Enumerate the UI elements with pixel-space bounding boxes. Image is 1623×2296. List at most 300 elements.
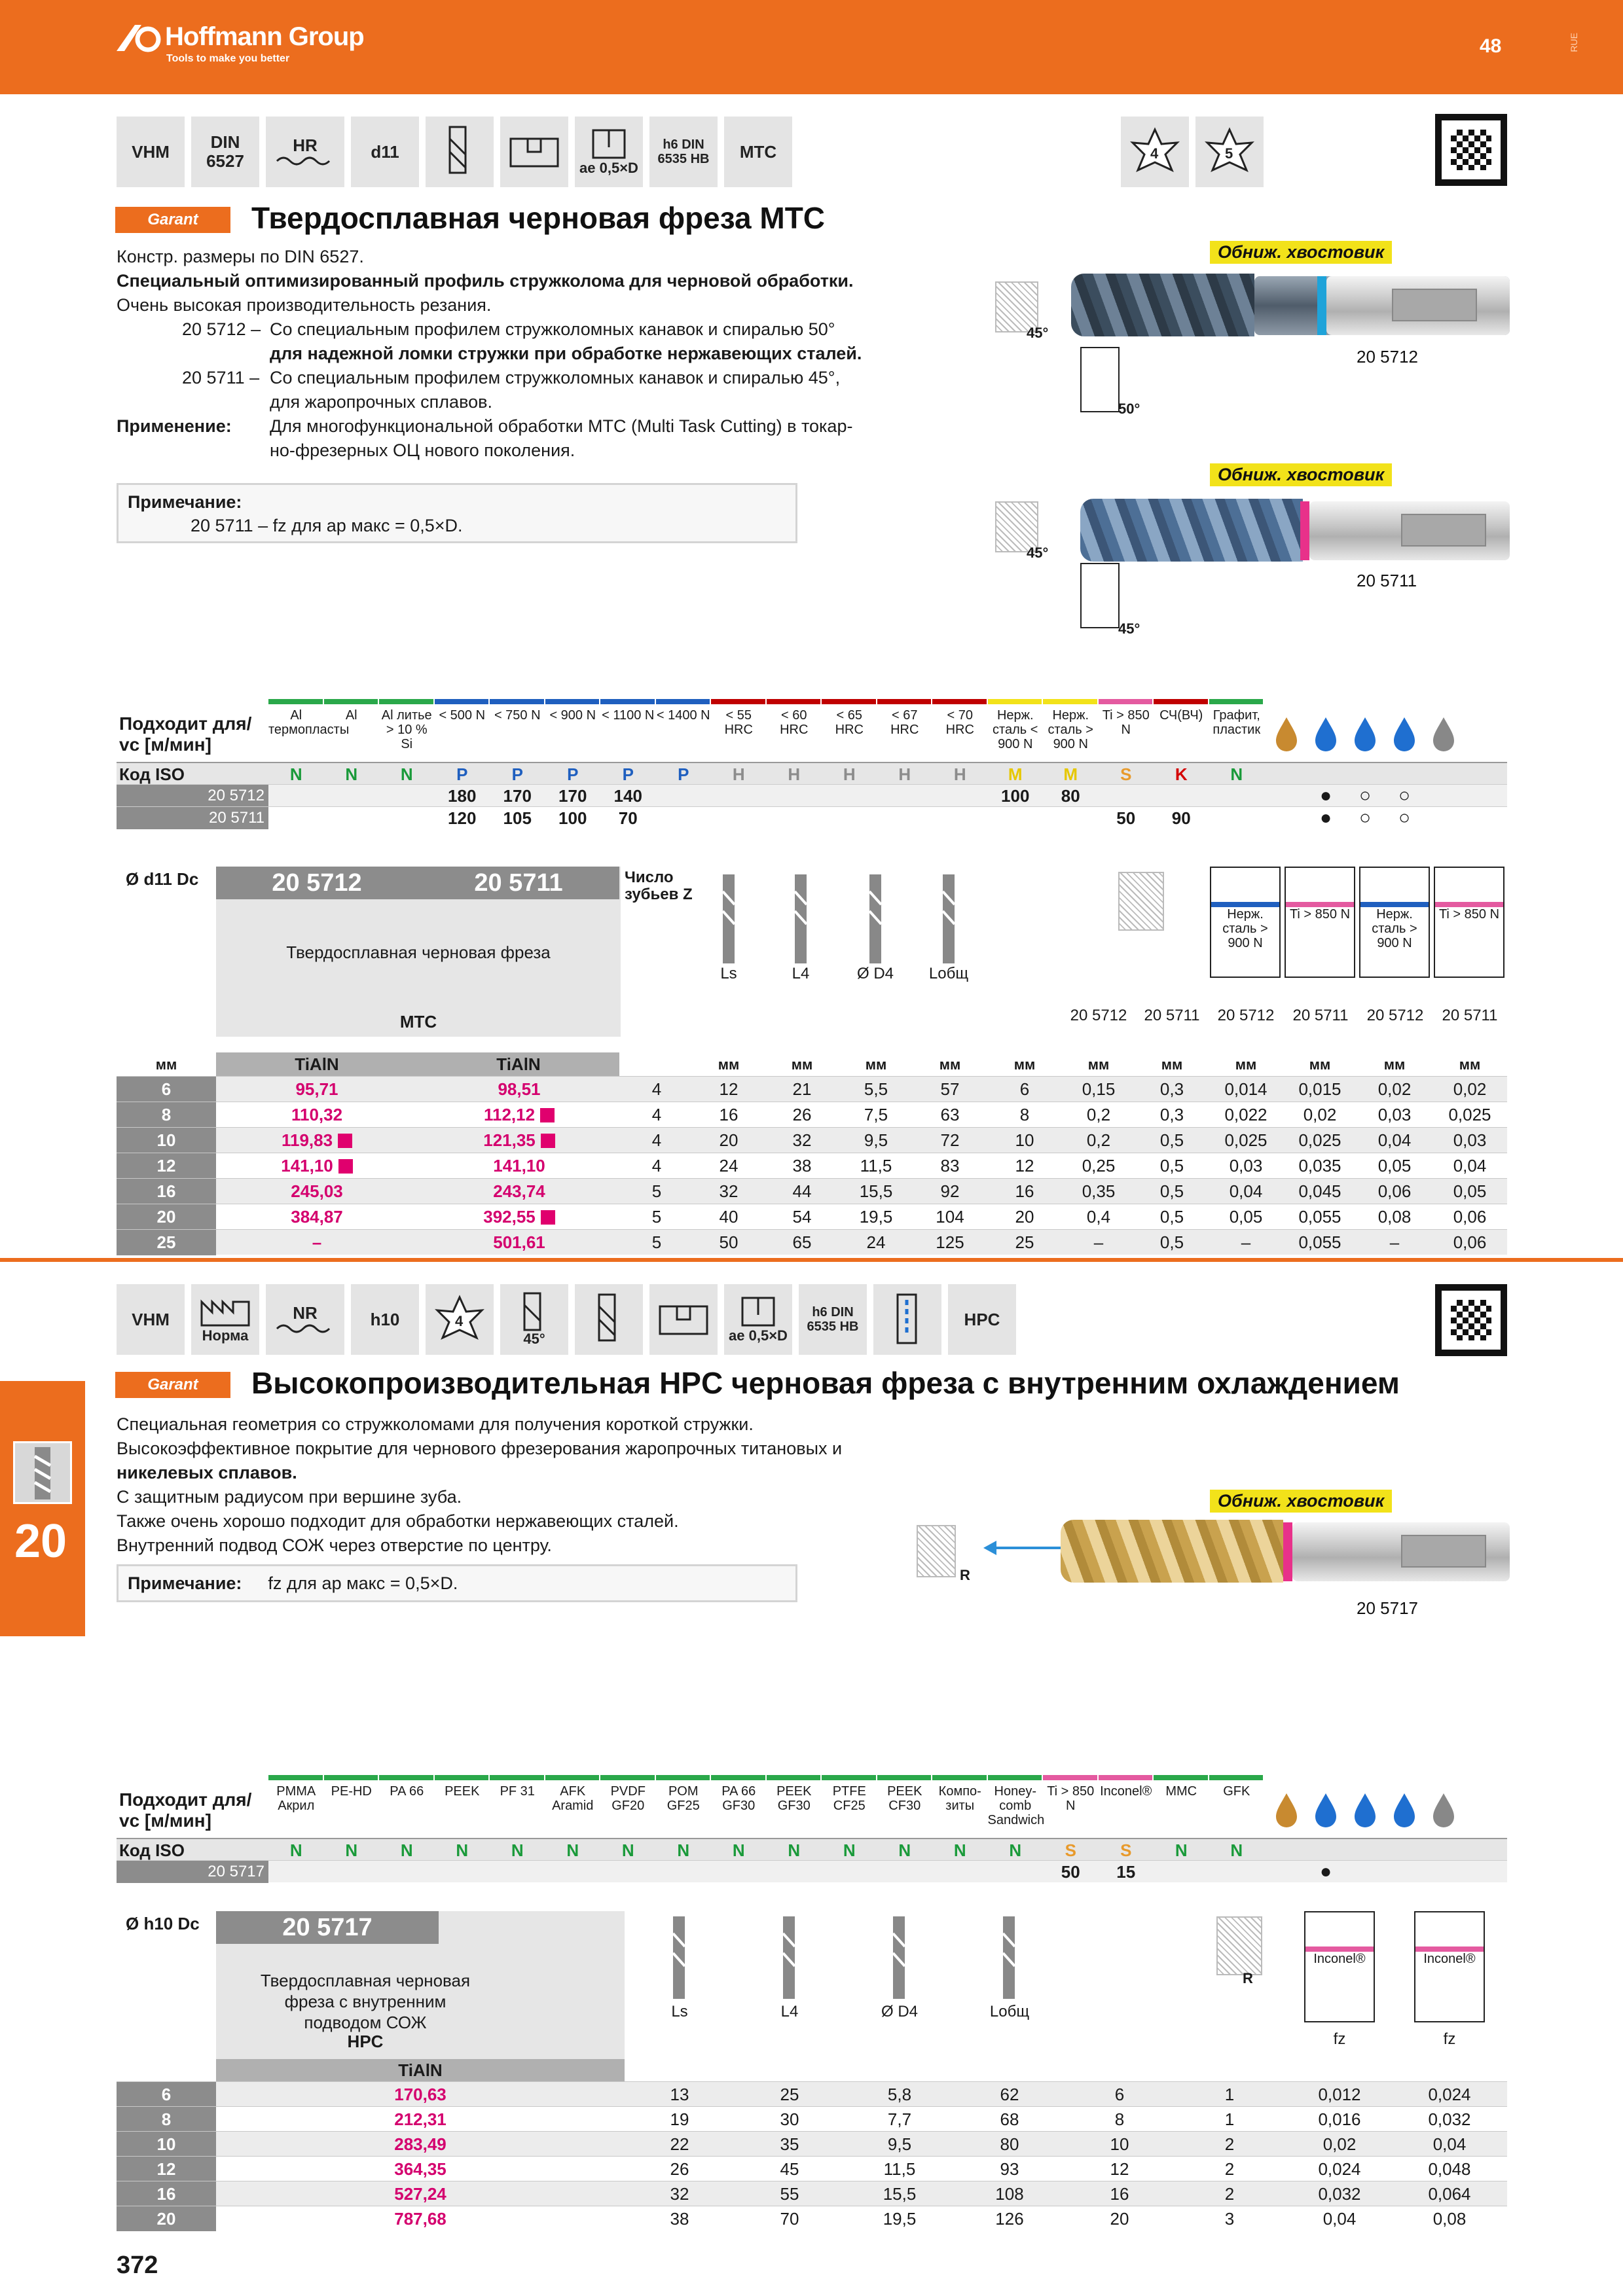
- tolerance-h10-icon: h10: [351, 1284, 419, 1355]
- cat1-cell: [621, 1153, 693, 1179]
- variant-1: [182, 317, 968, 366]
- cat1-cell: [1062, 1179, 1135, 1204]
- availability-marker-icon: [540, 1108, 555, 1122]
- mat2-iso-code: N: [953, 1840, 966, 1860]
- cat1-cell-text: 5,5: [864, 1079, 888, 1099]
- coolant-dry-icon: [1387, 1789, 1421, 1829]
- teeth-5-icon: [1195, 117, 1264, 187]
- cat1-cell-text: 0,2: [1086, 1130, 1111, 1150]
- coolant-air-icon: [1427, 1789, 1461, 1829]
- coolant-mist-icon: [1348, 713, 1382, 753]
- cat1-cell: [418, 1204, 621, 1230]
- mat2-iso-row: [117, 1838, 1507, 1860]
- cat1-dimension-icon: [856, 872, 896, 970]
- cat1-cell: [765, 1153, 839, 1179]
- cat1-cell-text: 141,10: [493, 1156, 545, 1175]
- cat1-cell: [1209, 1179, 1283, 1204]
- mat2-iso-bar: [1209, 1775, 1264, 1780]
- section1-icon-strip: [117, 117, 792, 187]
- cat1-cell: [839, 1230, 913, 1255]
- cat1-cell: [765, 1179, 839, 1204]
- mat2-iso-bar: [877, 1775, 932, 1780]
- language-code: RUE: [1569, 33, 1579, 52]
- cat1-cell-text: 7,5: [864, 1105, 888, 1124]
- cat1-row: [117, 1178, 1507, 1204]
- cat1-cell: [1357, 1102, 1432, 1128]
- footer-page-number: 372: [117, 2251, 158, 2279]
- cat1-description: Твердосплавная черновая фреза: [286, 942, 551, 962]
- reduced-shank-tag-2: Обниж. хвостовик: [1210, 463, 1392, 486]
- cat1-cell-text: 21: [792, 1079, 812, 1099]
- cat2-cell: 3: [1224, 2209, 1235, 2229]
- cat1-cell: [1283, 1230, 1357, 1255]
- cat1-cell: [987, 1230, 1062, 1255]
- cat1-cell-text: 12: [1015, 1156, 1034, 1175]
- cat1-cell: [693, 1128, 765, 1153]
- mat2-col-head: PMMA Акрил: [276, 1784, 316, 1813]
- cat2-fz-bar: [1415, 1912, 1484, 1952]
- cat1-cell-text: 92: [940, 1181, 960, 1201]
- helix-45-label: 45°: [1118, 620, 1140, 637]
- mat2-iso-bar: [600, 1775, 655, 1780]
- cat1-cell: [1209, 1128, 1283, 1153]
- cat1-cell-text: 104: [936, 1207, 964, 1227]
- mat1-vc-value: 70: [618, 808, 638, 828]
- cat1-unit: мм: [1309, 1056, 1331, 1073]
- cat1-cell-text: 5: [651, 1181, 662, 1201]
- mat2-label: [119, 1789, 251, 1831]
- cat1-cell-text: 65: [792, 1232, 812, 1252]
- mat1-iso-row: [117, 762, 1507, 784]
- cat1-cell: [418, 1153, 621, 1179]
- cat1-cell-text: 0,04: [1229, 1181, 1263, 1201]
- cat1-cell-text: 4: [651, 1156, 662, 1175]
- cat1-unit: мм: [865, 1056, 887, 1073]
- cat1-cell: [1283, 1102, 1357, 1128]
- cat1-cell-text: 0,014: [1224, 1079, 1267, 1099]
- coolant-mist-icon: [1348, 1789, 1382, 1829]
- cat1-cell-text: 0,025: [1224, 1130, 1267, 1150]
- norm-icon: [191, 1284, 259, 1355]
- cat1-cell: [216, 1204, 418, 1230]
- chapter-number: 20: [14, 1515, 67, 1568]
- mat1-iso-bar: [268, 699, 323, 704]
- cat2-diameter: 16: [117, 2181, 216, 2206]
- cat1-cell-text: 95,71: [295, 1079, 338, 1099]
- product-description-2: [117, 1412, 968, 1558]
- cat1-unit: мм: [1383, 1056, 1406, 1073]
- mat1-col-head: Al: [345, 708, 357, 723]
- mat1-iso-code: P: [678, 764, 689, 784]
- cat1-cell: [987, 1153, 1062, 1179]
- mat1-vc-value: 180: [448, 786, 477, 806]
- variant-2-text2: для жаропрочных сплавов.: [270, 392, 492, 412]
- cat1-cell-text: –: [312, 1232, 322, 1252]
- hpc-type-icon: HPC: [948, 1284, 1016, 1355]
- cat1-unit-row: [117, 1052, 1507, 1076]
- mat2-iso-code: N: [677, 1840, 690, 1860]
- cat1-cell-text: 0,5: [1159, 1130, 1184, 1150]
- cat1-cell-text: 11,5: [860, 1156, 892, 1175]
- cat1-cell: [1283, 1077, 1357, 1102]
- cat1-cell-text: 0,055: [1298, 1232, 1341, 1252]
- cat2-row: [117, 2181, 1507, 2206]
- note-text-2: fz для ap макс = 0,5×D.: [268, 1573, 458, 1593]
- product-description: [117, 245, 968, 463]
- cat1-cell: [839, 1077, 913, 1102]
- cat1-cell: [1135, 1179, 1209, 1204]
- helix-50-icon: [1080, 347, 1120, 412]
- cat1-cell-text: 0,05: [1229, 1207, 1263, 1227]
- variant-2-code: 20 5711 –: [182, 368, 260, 387]
- cat2-dimension-label: Ø D4: [881, 2003, 918, 2020]
- garant-brand-badge: Garant: [115, 207, 230, 233]
- mat1-iso-code: H: [843, 764, 856, 784]
- cat1-cell: [1062, 1128, 1135, 1153]
- cat1-cell: [1062, 1230, 1135, 1255]
- cat1-cell-text: 25: [1015, 1232, 1034, 1252]
- cat2-cell: 35: [780, 2134, 799, 2154]
- cat2-row: [117, 2131, 1507, 2156]
- cat1-cell-text: 0,5: [1159, 1181, 1184, 1201]
- coolant-emulsion-icon: [1309, 1789, 1343, 1829]
- cat1-cell: [1209, 1153, 1283, 1179]
- cat2-cell: 9,5: [887, 2134, 912, 2154]
- mat1-iso-bar: [1209, 699, 1264, 704]
- mat1-vc-value: 80: [1061, 786, 1080, 806]
- mat1-vc-value: 105: [503, 808, 532, 828]
- mat1-iso-bar: [545, 699, 600, 704]
- cat2-cell: 2: [1224, 2184, 1235, 2204]
- cutting-depth-icon: [575, 117, 643, 187]
- cat2-cell: 0,024: [1428, 2085, 1471, 2104]
- mat1-header: [117, 699, 1507, 762]
- mat2-iso-code: N: [788, 1840, 801, 1860]
- cat2-cell: 5,8: [887, 2085, 912, 2104]
- mat2-iso-code: N: [400, 1840, 413, 1860]
- cat2-header: [117, 1911, 1507, 2059]
- cat1-cell-text: 0,03: [1453, 1130, 1487, 1150]
- cat2-diameter: 8: [117, 2107, 216, 2132]
- cat1-cell: [418, 1230, 621, 1255]
- cat2-cell: 0,032: [1318, 2184, 1361, 2204]
- mat2-iso-bar: [545, 1775, 600, 1780]
- shank-h6-icon-2: h6 DIN 6535 HB: [799, 1284, 867, 1355]
- cat1-fz-bar: [1360, 868, 1429, 907]
- mat2-iso-code: N: [456, 1840, 469, 1860]
- cat2-dimension-icon: [880, 1914, 919, 2005]
- cat1-cell: [1432, 1077, 1507, 1102]
- cat1-cell-text: 83: [940, 1156, 960, 1175]
- cat2-cell: 80: [1000, 2134, 1019, 2154]
- cat1-cell-text: 44: [792, 1181, 812, 1201]
- mat1-col-head: Нерж. сталь < 900 N: [993, 708, 1038, 751]
- mat2-iso-bar: [711, 1775, 765, 1780]
- cat1-cell: [621, 1230, 693, 1255]
- mat2-iso-bar: [822, 1775, 876, 1780]
- cat1-cell-text: 16: [156, 1181, 176, 1201]
- cat2-coating: TiAlN: [216, 2059, 625, 2081]
- cat1-fz-code: 20 5712: [1217, 1007, 1275, 1024]
- cat2-cell: 1: [1224, 2085, 1235, 2104]
- cat2-cell: 13: [670, 2085, 689, 2104]
- cat1-cell-text: 0,15: [1082, 1079, 1116, 1099]
- mat1-vc-value: 90: [1171, 808, 1191, 828]
- cat1-cell: [1432, 1128, 1507, 1153]
- mat2-col-head: Honey-comb Sandwich: [987, 1784, 1045, 1827]
- helix-50-label: 50°: [1118, 401, 1140, 417]
- cat2-row: [117, 2106, 1507, 2131]
- shank-h6-icon: h6 DIN 6535 HB: [649, 117, 718, 187]
- cat1-cell: [621, 1077, 693, 1102]
- mat1-vc-value: 170: [558, 786, 587, 806]
- mat2-col-head: PE-HD: [331, 1784, 372, 1799]
- cat1-cell: [693, 1179, 765, 1204]
- mat2-iso-code: N: [898, 1840, 911, 1860]
- cat1-fz-material: Ti > 850 N: [1438, 907, 1500, 922]
- cat2-cell: 0,032: [1428, 2109, 1471, 2129]
- mat1-col-head: < 900 N: [549, 708, 596, 723]
- mat1-iso-code: N: [289, 764, 302, 784]
- cat1-teeth-label: Число зубьев Z: [625, 869, 693, 903]
- cat1-cell: [1283, 1179, 1357, 1204]
- mat1-col-head: < 67 HRC: [890, 708, 919, 737]
- cat1-diameter: [117, 1179, 216, 1204]
- mat2-iso-code: N: [732, 1840, 745, 1860]
- mat1-col-head: Нерж. сталь > 900 N: [1048, 708, 1093, 751]
- cutting-depth-label-2: ae 0,5×D: [729, 1327, 788, 1344]
- brand-name: Hoffmann Group: [165, 22, 364, 51]
- cat1-fz-material: Ti > 850 N: [1289, 907, 1351, 922]
- cat1-cell-text: 54: [792, 1207, 812, 1227]
- reduced-shank-tag-3: Обниж. хвостовик: [1210, 1490, 1392, 1513]
- availability-marker-icon: [338, 1134, 352, 1148]
- mat1-col-head: < 1100 N: [602, 708, 655, 723]
- mat1-col-head: Графит, пластик: [1213, 708, 1261, 737]
- mat1-label-1: Подходит для/: [119, 713, 252, 734]
- cat1-diameter: [117, 1077, 216, 1102]
- cat1-cell: [1135, 1153, 1209, 1179]
- cat1-cell: [1135, 1128, 1209, 1153]
- cat1-diameter: [117, 1153, 216, 1179]
- cat1-dimension-label: Lобщ: [928, 965, 969, 982]
- mat1-row-code: 20 5711: [117, 807, 268, 829]
- cat1-article-number: 20 5712: [216, 867, 418, 899]
- cat1-cell-text: 0,02: [1303, 1105, 1337, 1124]
- cat1-cell-text: 0,022: [1224, 1105, 1267, 1124]
- cat1-cell: [1357, 1230, 1432, 1255]
- cat1-cell: [693, 1230, 765, 1255]
- catalog-table-2: [117, 1911, 1507, 2231]
- cat2-cell: 170,63: [394, 2085, 447, 2104]
- cat2-cell: 62: [1000, 2085, 1019, 2104]
- mat1-label: [119, 713, 251, 755]
- cat2-cell: 787,68: [394, 2209, 447, 2229]
- mat1-col-head: < 65 HRC: [835, 708, 864, 737]
- desc2-line-1: Специальная геометрия со стружколомами для получения короткой стружки.: [117, 1414, 754, 1434]
- cat2-cell: 0,064: [1428, 2184, 1471, 2204]
- cat1-cell-text: 245,03: [291, 1181, 343, 1201]
- cat1-cell-text: 12: [719, 1079, 739, 1099]
- cat1-cell: [913, 1204, 987, 1230]
- cat1-cell: [1357, 1153, 1432, 1179]
- mat1-coolant-mark: ○: [1398, 807, 1411, 829]
- mat1-iso-bar: [1043, 699, 1097, 704]
- cat1-cell: [1062, 1077, 1135, 1102]
- desc-line-1: Констр. размеры по DIN 6527.: [117, 247, 364, 266]
- mat2-label-2: vc [м/мин]: [119, 1810, 211, 1831]
- mat1-label-2: vc [м/мин]: [119, 734, 211, 755]
- cat2-diameter: 6: [117, 2082, 216, 2107]
- cat1-unit: мм: [939, 1056, 961, 1073]
- mat2-col-head: PEEK CF30: [887, 1784, 922, 1813]
- qr-code-icon[interactable]: [1435, 114, 1507, 186]
- section1-teeth-strip: [1121, 117, 1264, 187]
- cat1-cell: [987, 1204, 1062, 1230]
- mat2-col-head: PA 66: [390, 1784, 424, 1799]
- cat1-cell: [216, 1077, 418, 1102]
- cat1-cell: [1209, 1077, 1283, 1102]
- cat1-row: [117, 1229, 1507, 1255]
- mat1-vc-value: 170: [503, 786, 532, 806]
- cat1-cell-text: 5: [651, 1207, 662, 1227]
- mat1-iso-bar: [932, 699, 987, 704]
- cat1-cell-text: –: [1241, 1232, 1251, 1252]
- mat2-iso-bar: [324, 1775, 378, 1780]
- cat2-cell: 19,5: [883, 2209, 917, 2229]
- cat2-cell: 0,048: [1428, 2159, 1471, 2179]
- mat2-col-head: AFK Aramid: [552, 1784, 594, 1813]
- mat2-iso-bar: [379, 1775, 433, 1780]
- cat1-cell-text: 0,4: [1086, 1207, 1111, 1227]
- cat1-cell-text: 0,03: [1377, 1105, 1412, 1124]
- cat1-diameter: [117, 1204, 216, 1230]
- coolant-arrow-icon: [982, 1538, 1067, 1558]
- application-text: Для многофункциональной обработки MTC (Multi Task Cutting) в токар-: [270, 416, 853, 436]
- cat2-article-number: 20 5717: [216, 1911, 439, 1944]
- cat1-cell: [1432, 1102, 1507, 1128]
- cat2-radius-icon: [1216, 1916, 1262, 1975]
- cat1-fz-bar: [1286, 868, 1354, 907]
- cat1-cell-text: 12: [156, 1156, 176, 1175]
- cat2-cell: 0,02: [1322, 2134, 1357, 2154]
- cat1-cell-text: 0,03: [1229, 1156, 1263, 1175]
- helix-45-label-2: 45°: [523, 1330, 545, 1347]
- cat1-cell-text: 4: [651, 1130, 662, 1150]
- cat1-cell-text: 110,32: [291, 1105, 343, 1124]
- cat2-cell: 38: [670, 2209, 689, 2229]
- cat1-cell-text: 0,25: [1082, 1156, 1116, 1175]
- cat1-cell-text: 0,08: [1377, 1207, 1412, 1227]
- mat1-coolant-mark: ●: [1319, 807, 1332, 829]
- cat2-cell: 32: [670, 2184, 689, 2204]
- mat1-vc-value: 100: [1001, 786, 1030, 806]
- qr-code-icon-2[interactable]: [1435, 1284, 1507, 1356]
- cat2-dimension-label: Ls: [671, 2003, 688, 2020]
- cat2-cell: 16: [1110, 2184, 1129, 2204]
- mat2-iso-code: S: [1120, 1840, 1132, 1860]
- cat1-cell-text: 57: [940, 1079, 960, 1099]
- tool-code-205711: 20 5711: [1357, 571, 1417, 590]
- cat2-cell: 1: [1224, 2109, 1235, 2129]
- cat2-cell: 45: [780, 2159, 799, 2179]
- mat1-col-head: Al термопласты: [268, 708, 350, 737]
- cat2-fz-material: Inconel®: [1423, 1952, 1476, 1966]
- tool-code-205717: 20 5717: [1357, 1598, 1418, 1618]
- slot-milling-icon: [500, 117, 568, 187]
- cat1-cell-text: 16: [719, 1105, 739, 1124]
- cat1-row: [117, 1076, 1507, 1102]
- cat1-cell: [418, 1102, 621, 1128]
- coolant-air-icon: [1427, 713, 1461, 753]
- cat1-cell: [621, 1128, 693, 1153]
- cat1-cell-text: 38: [792, 1156, 812, 1175]
- cat1-unit: мм: [791, 1056, 813, 1073]
- cat1-cell: [693, 1077, 765, 1102]
- desc2-line-5: Также очень хорошо подходит для обработки нержавеющих сталей.: [117, 1511, 679, 1531]
- cat1-cell-text: 112,12: [483, 1105, 536, 1124]
- cat1-cell: [1357, 1204, 1432, 1230]
- cat1-unit: мм: [1459, 1056, 1481, 1073]
- cat1-cell-text: 10: [1015, 1130, 1034, 1150]
- mat2-col-head: PEEK: [445, 1784, 480, 1799]
- cat1-type: MTC: [399, 1012, 437, 1031]
- cat1-cell-text: 0,06: [1453, 1232, 1487, 1252]
- application-label: Применение:: [117, 416, 232, 436]
- mat1-vc-value: 120: [448, 808, 477, 828]
- cat1-fz-header: [1210, 867, 1281, 978]
- teeth-4-value-2: 4: [455, 1313, 464, 1329]
- cat1-cell: [216, 1102, 418, 1128]
- cat2-cell: 55: [780, 2184, 799, 2204]
- cat1-dc-label: Ø d11 Dc: [126, 869, 199, 889]
- cat2-radius-label: R: [1243, 1970, 1253, 1986]
- mat2-vc-row: [117, 1860, 1507, 1882]
- cat2-cell: 527,24: [394, 2184, 447, 2204]
- cat1-unit: мм: [718, 1056, 740, 1073]
- desc-line-2: Специальный оптимизированный профиль стружколома для черновой обработки.: [117, 271, 854, 291]
- cat2-cell: 26: [670, 2159, 689, 2179]
- cat1-unit: мм: [1235, 1056, 1257, 1073]
- mat2-iso-bar: [268, 1775, 323, 1780]
- coolant-oil-icon: [1269, 1789, 1304, 1829]
- mat1-col-head: Al литье > 10 % Si: [381, 708, 432, 751]
- chapter-tab: [0, 1381, 85, 1636]
- cat1-cell-text: 0,025: [1448, 1105, 1491, 1124]
- mat2-iso-code: N: [566, 1840, 579, 1860]
- mat2-iso-bar: [988, 1775, 1042, 1780]
- cat1-header: [117, 867, 1507, 1052]
- corner-radius-icon: [917, 1525, 956, 1577]
- cat2-cell: 93: [1000, 2159, 1019, 2179]
- mat1-iso-code: K: [1175, 764, 1188, 784]
- variant-2-text: Со специальным профилем стружколомных канавок и спиралью 45°,: [270, 368, 841, 387]
- cat1-cell-text: 0,5: [1159, 1232, 1184, 1252]
- cat2-cell: 12: [1110, 2159, 1129, 2179]
- mat2-iso-code: N: [511, 1840, 524, 1860]
- cat1-cell-text: 4: [651, 1079, 662, 1099]
- mat2-iso-code: N: [1175, 1840, 1188, 1860]
- mat2-iso-code: N: [345, 1840, 358, 1860]
- cat2-cell: 2: [1224, 2159, 1235, 2179]
- mat1-col-head: < 60 HRC: [780, 708, 809, 737]
- brand-logo: [115, 22, 364, 65]
- tool-image-205712: [1071, 264, 1510, 346]
- cat1-cell-text: 119,83: [281, 1130, 333, 1150]
- cat2-dimension-icon: [990, 1914, 1029, 2005]
- cat1-unit: мм: [1087, 1056, 1110, 1073]
- cat2-dimension-icon: [770, 1914, 809, 2005]
